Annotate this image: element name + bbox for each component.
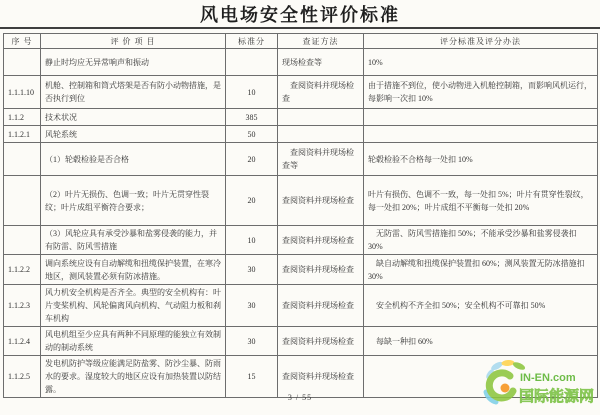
table-header-row: [4, 34, 598, 49]
cell-scoring: 10%: [364, 49, 598, 76]
table-row: [4, 49, 598, 76]
cell-score: 50: [226, 126, 278, 143]
cell-item: 机舱、控制箱和筒式塔架是否有防小动物措施，是否执行到位: [41, 76, 226, 109]
cell-score: 15: [226, 356, 278, 398]
logo-name-text: 国际能源网: [519, 388, 595, 405]
cell-method: 查阅资料并现场检查: [278, 176, 364, 226]
header-cell-item: 评 价 项 目: [41, 34, 226, 49]
cell-scoring: 由于措施不到位，使小动物进入机舱控制箱，而影响风机运行，每影响一次扣 10%: [364, 76, 598, 109]
cell-no: 1.1.2.3: [4, 285, 41, 327]
cell-score: 20: [226, 176, 278, 226]
cell-method: 查阅资料并现场检查: [278, 255, 364, 285]
cell-method: 查阅资料并现场检查: [278, 226, 364, 255]
cell-score: 30: [226, 255, 278, 285]
title-divider: [0, 27, 600, 29]
cell-method: 查阅资料并现场检查: [278, 76, 364, 109]
in-en-watermark-logo: [476, 356, 598, 412]
cell-score: 30: [226, 327, 278, 356]
cell-scoring: [364, 109, 598, 126]
cell-item: 技术状况: [41, 109, 226, 126]
cell-no: [4, 143, 41, 176]
cell-item: （1）轮毂检验是否合格: [41, 143, 226, 176]
cell-score: 385: [226, 109, 278, 126]
logo-site-text: IN-EN.com: [520, 372, 576, 384]
cell-no: [4, 226, 41, 255]
header-cell-scoring: 评分标准及评分办法: [364, 34, 598, 49]
cell-scoring: 叶片有损伤、色调不一致，每一处扣 5%；叶片有贯穿性裂纹，每一处扣 20%；叶片成组不平衡每一处扣 20%: [364, 176, 598, 226]
table-row: [4, 226, 598, 255]
cell-method: [278, 126, 364, 143]
cell-item: 静止时均应无异常响声和振动: [41, 49, 226, 76]
cell-scoring: [364, 126, 598, 143]
cell-no: 1.1.2.1: [4, 126, 41, 143]
table-row: [4, 143, 598, 176]
cell-no: 1.1.1.10: [4, 76, 41, 109]
header-cell-no: 序 号: [4, 34, 41, 49]
cell-scoring: 缺自动解缆和扭缆保护装置扣 60%；测风装置无防冰措施扣 30%: [364, 255, 598, 285]
cell-no: [4, 49, 41, 76]
table-row: [4, 176, 598, 226]
cell-score: [226, 49, 278, 76]
cell-score: 30: [226, 285, 278, 327]
page-title: 风电场安全性评价标准: [200, 5, 400, 25]
cell-no: 1.1.2.5: [4, 356, 41, 398]
header-cell-score: 标准分: [226, 34, 278, 49]
cell-score: 10: [226, 76, 278, 109]
header-cell-method: 查证方法: [278, 34, 364, 49]
cell-scoring: 每缺一种扣 60%: [364, 327, 598, 356]
cell-method: 查阅资料并现场检查等: [278, 143, 364, 176]
table-row: [4, 255, 598, 285]
table-row: [4, 126, 598, 143]
cell-item: 风力机安全机构是否齐全。典型的安全机构有：叶片变桨机构、风轮偏离风向机构、气动阻力板和刹车机构: [41, 285, 226, 327]
cell-method: 查阅资料并现场检查: [278, 356, 364, 398]
cell-method: 现场检查等: [278, 49, 364, 76]
cell-item: 调向系统应设有自动解缆和扭缆保护装置，在寒冷地区，测风装置必须有防冰措施。: [41, 255, 226, 285]
cell-method: 查阅资料并现场检查: [278, 285, 364, 327]
table-row: [4, 285, 598, 327]
cell-score: 10: [226, 226, 278, 255]
cell-item: 风轮系统: [41, 126, 226, 143]
cell-method: [278, 109, 364, 126]
cell-no: 1.1.2: [4, 109, 41, 126]
cell-no: [4, 176, 41, 226]
cell-scoring: 无防雷、防风雪措施扣 50%；不能承受沙暴和盐雾侵袭扣 30%: [364, 226, 598, 255]
cell-item: （3）风轮应具有承受沙暴和盐雾侵袭的能力，并有防雷、防风雪措施: [41, 226, 226, 255]
cell-no: 1.1.2.2: [4, 255, 41, 285]
eval-table: [3, 33, 598, 398]
cell-item: 发电机防护等级应能满足防盐雾、防沙尘暴、防雨水的要求。湿度较大的地区应设有加热装置以防结露。: [41, 356, 226, 398]
cell-method: 查阅资料并现场检查: [278, 327, 364, 356]
table-row: [4, 327, 598, 356]
page-number: 3 / 55: [287, 393, 313, 402]
cell-scoring: 轮毂检验不合格每一处扣 10%: [364, 143, 598, 176]
cell-scoring: 安全机构不齐全扣 50%；安全机构不可靠扣 50%: [364, 285, 598, 327]
cell-no: 1.1.2.4: [4, 327, 41, 356]
cell-score: 20: [226, 143, 278, 176]
table-row: [4, 76, 598, 109]
table-row: [4, 109, 598, 126]
cell-item: （2）叶片无损伤、色调一致；叶片无贯穿性裂纹；叶片成组平衡符合要求；: [41, 176, 226, 226]
cell-item: 风电机组至少应具有两种不同原理的能独立有效制动的制动系统: [41, 327, 226, 356]
